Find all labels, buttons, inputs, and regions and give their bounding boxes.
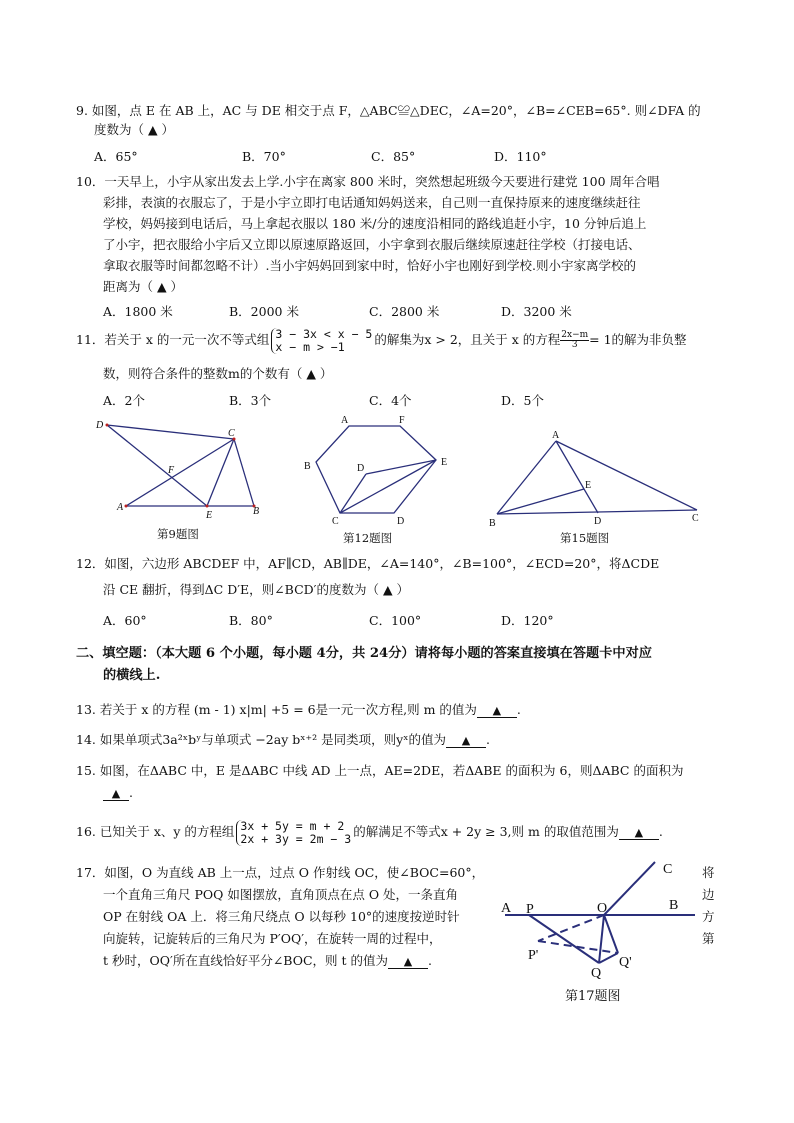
fig17-label-o: O bbox=[597, 901, 608, 916]
fig9-label-e: E bbox=[206, 510, 213, 521]
q17-line4: 向旋转，记旋转后的三角尺为 P′OQ′，在旋转一周的过程中， bbox=[103, 931, 442, 946]
q12-option-a: A．60° bbox=[103, 613, 147, 628]
q17-end: . bbox=[428, 953, 432, 968]
q17-line2: 一个直角三角尺 POQ 如图摆放，直角顶点在点 O 处，一条直角 bbox=[103, 887, 459, 902]
q16-prefix: 16. 已知关于 x、y 的方程组 bbox=[76, 824, 235, 839]
q10-line3: 学校，妈妈接到电话后，马上拿起衣服以 180 米/分的速度沿相同的路线追赶小宇，10 分钟后追上 bbox=[103, 216, 647, 231]
fig15-label-b: B bbox=[489, 518, 496, 528]
q16-line bbox=[76, 818, 663, 846]
q16-answer-blank[interactable]: ▲ bbox=[619, 826, 659, 840]
fig15-label-d: D bbox=[594, 516, 602, 527]
section2-heading-line1: 二、填空题：（本大题 6 个小题，每小题 4分，共 24分）请将每小题的答案直接填在答题卡中对应 bbox=[76, 646, 652, 661]
fig17-label-c: C bbox=[663, 862, 673, 877]
q13-line bbox=[76, 702, 521, 718]
fig12-label-d: D bbox=[397, 516, 405, 527]
q17-right-char-4: 第 bbox=[702, 931, 715, 946]
q16-eq1: 3x + 5y = m + 2 bbox=[240, 818, 345, 833]
q17-right-char-2: 边 bbox=[702, 887, 715, 902]
q9-option-c: C．85° bbox=[371, 149, 416, 164]
q10-option-c: C．2800 米 bbox=[369, 304, 440, 319]
fig15-label-c: C bbox=[692, 513, 699, 524]
q11-frac-den: 3 bbox=[571, 340, 578, 350]
q10-option-a: A．1800 米 bbox=[103, 304, 173, 319]
figure-17 bbox=[495, 855, 700, 985]
q10-option-b: B．2000 米 bbox=[229, 304, 299, 319]
q12-option-d: D．120° bbox=[501, 613, 554, 628]
fig17-caption: 第17题图 bbox=[565, 989, 621, 1004]
q16-equation-system bbox=[236, 820, 351, 846]
q17-right-char-3: 方 bbox=[702, 909, 715, 924]
q11-option-c: C．4个 bbox=[369, 393, 412, 408]
q14-end: . bbox=[486, 732, 490, 747]
fig12-label-f: F bbox=[399, 415, 405, 426]
fig17-label-pprime: P' bbox=[528, 948, 539, 963]
figure-15 bbox=[485, 428, 705, 528]
q17-answer-blank[interactable]: ▲ bbox=[388, 955, 428, 969]
q14-answer-blank[interactable]: ▲ bbox=[446, 734, 486, 748]
q9-line2: 度数为（ ▲ ） bbox=[94, 122, 175, 137]
fig9-label-f: F bbox=[168, 465, 175, 476]
q17-text: t 秒时，OQ′所在直线恰好平分∠BOC，则 t 的值为 bbox=[103, 953, 389, 968]
q13-answer-blank[interactable]: ▲ bbox=[477, 704, 517, 718]
fig17-label-q: Q bbox=[591, 966, 602, 981]
fig9-label-d: D bbox=[96, 420, 104, 431]
fig17-label-qprime: Q' bbox=[619, 955, 632, 970]
q11-option-d: D．5个 bbox=[501, 393, 544, 408]
fig12-label-e: E bbox=[441, 457, 448, 468]
q13-end: . bbox=[516, 702, 521, 717]
fig12-caption: 第12题图 bbox=[343, 531, 393, 545]
fig12-label-c: C bbox=[332, 516, 339, 527]
fig17-label-p: P bbox=[526, 902, 534, 917]
q16-end: . bbox=[658, 824, 663, 839]
q11-frac-num: 2x−m bbox=[561, 330, 589, 340]
q10-line1: 10．一天早上，小宇从家出发去上学.小宇在离家 800 米时，突然想起班级今天要进行建党 100 周年合唱 bbox=[76, 174, 660, 189]
fig15-label-a: A bbox=[552, 430, 560, 441]
fig17-label-a: A bbox=[501, 901, 512, 916]
q15-line1: 15. 如图，在ΔABC 中，E 是ΔABC 中线 AD 上一点，AE=2DE，若ΔABE 的面积为 6，则ΔABC 的面积为 bbox=[76, 763, 684, 778]
q10-line2: 彩排，表演的衣服忘了，于是小宇立即打电话通知妈妈送来，自己则一直保持原来的速度继续赶往 bbox=[103, 195, 641, 210]
q11-option-a: A．2个 bbox=[103, 393, 145, 408]
figure-12 bbox=[296, 405, 456, 530]
q11-inequality-system bbox=[271, 328, 372, 354]
fig9-label-a: A bbox=[117, 502, 124, 513]
q11-option-b: B．3个 bbox=[229, 393, 272, 408]
q17-line5 bbox=[103, 953, 432, 969]
q14-line bbox=[76, 732, 490, 748]
q17-line3: OP 在射线 OA 上．将三角尺绕点 O 以每秒 10°的速度按逆时针 bbox=[103, 909, 460, 924]
q9-line1: 9. 如图，点 E 在 AB 上，AC 与 DE 相交于点 F，△ABC≌△DEC，∠A=20°，∠B=∠CEB=65°. 则∠DFA 的 bbox=[76, 103, 701, 118]
q12-line2: 沿 CE 翻折，得到ΔC D′E，则∠BCD′的度数为（ ▲ ） bbox=[103, 582, 410, 597]
q9-option-a: A．65° bbox=[94, 149, 138, 164]
q15-line2 bbox=[103, 785, 133, 801]
q10-line6: 距离为（ ▲ ） bbox=[103, 279, 184, 294]
q16-eq2: 2x + 3y = 2m − 3 bbox=[240, 831, 352, 846]
q17-line1: 17．如图，O 为直线 AB 上一点，过点 O 作射线 OC，使∠BOC=60°， bbox=[76, 865, 485, 880]
q12-option-c: C．100° bbox=[369, 613, 422, 628]
fig9-caption: 第9题图 bbox=[157, 527, 199, 541]
q10-option-d: D．3200 米 bbox=[501, 304, 572, 319]
q12-line1: 12．如图，六边形 ABCDEF 中，AF∥CD，AB∥DE，∠A=140°，∠B=100°，∠ECD=20°，将ΔCDE bbox=[76, 556, 660, 571]
q11-suffix: = 1的解为非负整 bbox=[589, 332, 687, 347]
q10-line5: 拿取衣服等时间都忽略不计）.当小宇妈妈回到家中时，恰好小宇也刚好到学校.则小宇家离学校的 bbox=[103, 258, 636, 273]
q16-suffix: 的解满足不等式x + 2y ≥ 3,则 m 的取值范围为 bbox=[353, 824, 619, 839]
q11-ineq1: 3 − 3x < x − 5 bbox=[275, 326, 373, 341]
q11-ineq2: x − m > −1 bbox=[275, 339, 345, 354]
q13-text: 13. 若关于 x 的方程 (m - 1) x|m| +5 = 6是一元一次方程,则 m 的值为 bbox=[76, 702, 477, 717]
q11-line1 bbox=[76, 326, 687, 354]
q11-fraction bbox=[560, 331, 589, 350]
fig15-caption: 第15题图 bbox=[560, 531, 610, 545]
fig17-label-b: B bbox=[669, 898, 679, 913]
fig12-label-a: A bbox=[341, 415, 349, 426]
q15-end: . bbox=[129, 785, 133, 800]
q11-line2: 数，则符合条件的整数m的个数有（ ▲ ） bbox=[103, 366, 333, 381]
fig9-label-c: C bbox=[228, 428, 235, 439]
q15-answer-blank[interactable]: ▲ bbox=[103, 787, 129, 801]
figure-9 bbox=[90, 412, 275, 522]
fig15-label-e: E bbox=[585, 480, 592, 491]
q12-option-b: B．80° bbox=[229, 613, 273, 628]
section2-heading-line2: 的横线上. bbox=[103, 668, 161, 683]
q11-middle: 的解集为x > 2，且关于 x 的方程 bbox=[374, 332, 561, 347]
q11-prefix: 11．若关于 x 的一元一次不等式组 bbox=[76, 332, 270, 347]
fig12-label-dprime: D bbox=[357, 463, 365, 474]
q9-option-b: B．70° bbox=[242, 149, 286, 164]
fig9-label-b: B bbox=[253, 506, 260, 517]
q14-text: 14. 如果单项式3a²ˣbʸ与单项式 −2ay bˣ⁺² 是同类项，则yˣ的值为 bbox=[76, 732, 446, 747]
fig12-label-b: B bbox=[304, 461, 311, 472]
q10-line4: 了小宇，把衣服给小宇后又立即以原速原路返回，小宇拿到衣服后继续原速赶往学校（打接电话、 bbox=[103, 237, 641, 252]
q9-option-d: D．110° bbox=[494, 149, 547, 164]
q17-right-char-1: 将 bbox=[702, 865, 715, 880]
